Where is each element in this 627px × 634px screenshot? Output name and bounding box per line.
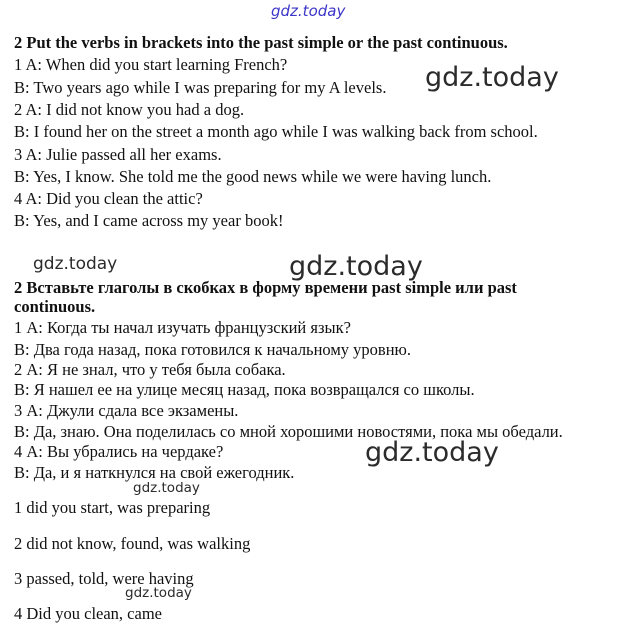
- russian-line-5: 3 А: Джули сдала все экзамены.: [14, 401, 239, 420]
- russian-line-6: В: Да, знаю. Она поделилась со мной хорошими новостями, пока мы обедали.: [14, 422, 563, 441]
- russian-line-2: В: Два года назад, пока готовился к начальному уровню.: [14, 340, 411, 359]
- english-line-6: B: Yes, I know. She told me the good news while we were having lunch.: [14, 167, 492, 186]
- russian-line-4: В: Я нашел ее на улице месяц назад, пока возвращался со школы.: [14, 380, 475, 399]
- russian-line-3: 2 А: Я не знал, что у тебя была собака.: [14, 360, 286, 379]
- english-line-7: 4 A: Did you clean the attic?: [14, 189, 203, 208]
- watermark-3: gdz.today: [289, 251, 423, 282]
- english-line-3: 2 A: I did not know you had a dog.: [14, 100, 245, 119]
- english-line-1: 1 A: When did you start learning French?: [14, 55, 288, 74]
- russian-heading-line-1: 2 Вставьте глаголы в скобках в форму времени past simple или past: [14, 278, 517, 297]
- watermark-5: gdz.today: [133, 480, 200, 496]
- answer-4: 4 Did you clean, came: [14, 604, 162, 623]
- watermark-top: gdz.today: [271, 2, 346, 20]
- answer-2: 2 did not know, found, was walking: [14, 534, 251, 553]
- watermark-1: gdz.today: [425, 62, 559, 93]
- english-line-2: B: Two years ago while I was preparing for my A levels.: [14, 78, 387, 97]
- watermark-4: gdz.today: [365, 437, 499, 468]
- english-heading: 2 Put the verbs in brackets into the past simple or the past continuous.: [14, 33, 508, 52]
- english-line-5: 3 A: Julie passed all her exams.: [14, 145, 222, 164]
- answer-3: 3 passed, told, were having: [14, 569, 194, 588]
- russian-line-7: 4 А: Вы убрались на чердаке?: [14, 442, 224, 461]
- english-line-4: B: I found her on the street a month ago while I was walking back from school.: [14, 122, 538, 141]
- russian-line-8: В: Да, и я наткнулся на свой ежегодник.: [14, 463, 295, 482]
- russian-line-1: 1 А: Когда ты начал изучать французский язык?: [14, 318, 351, 337]
- russian-heading-line-2: continuous.: [14, 297, 96, 316]
- answer-1: 1 did you start, was preparing: [14, 498, 211, 517]
- english-line-8: B: Yes, and I came across my year book!: [14, 211, 284, 230]
- watermark-6: gdz.today: [125, 585, 192, 601]
- watermark-2: gdz.today: [33, 254, 118, 274]
